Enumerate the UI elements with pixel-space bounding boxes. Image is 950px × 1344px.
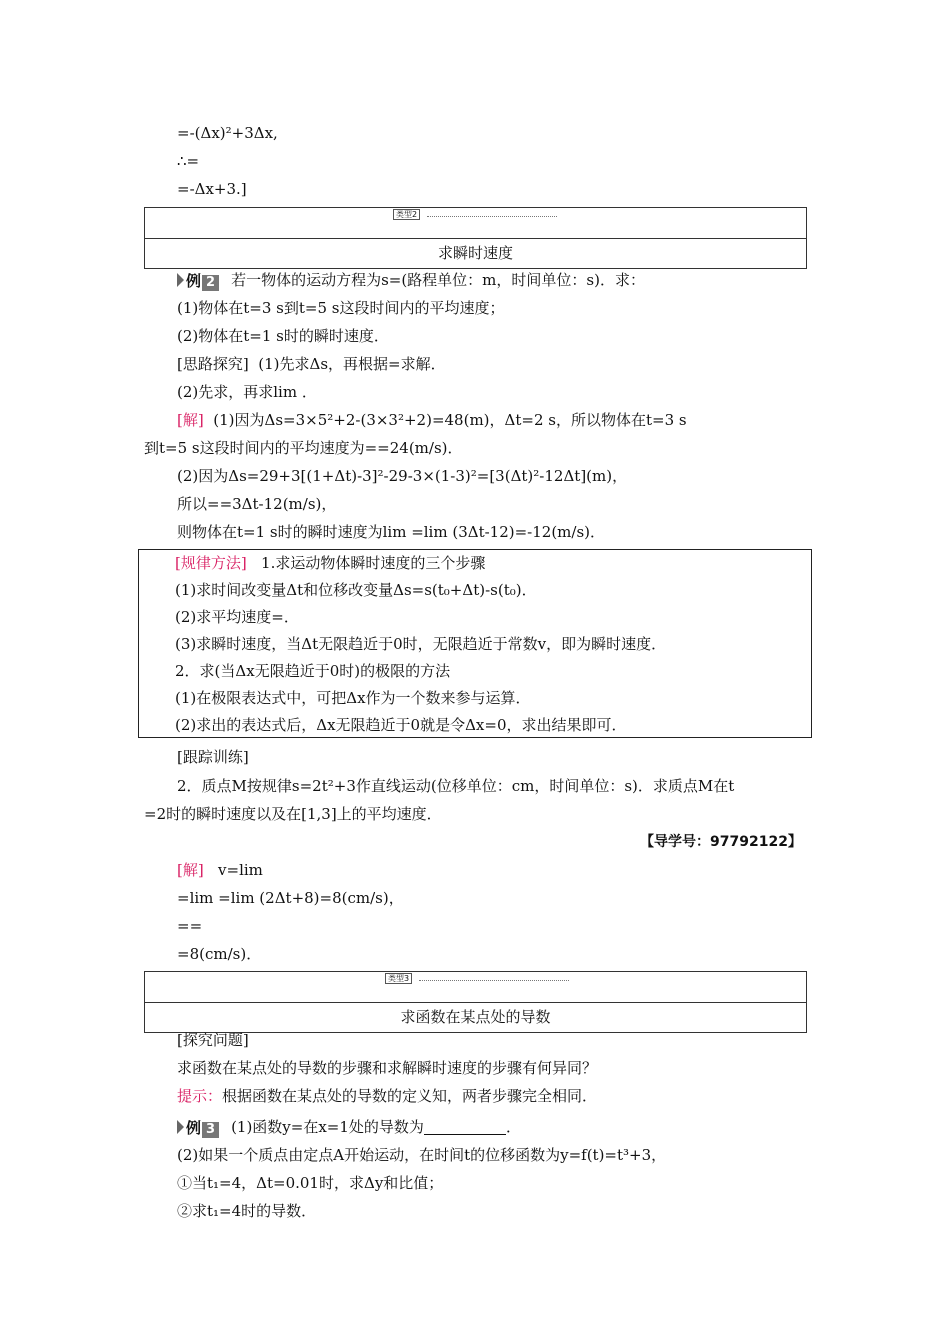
tip-line: 提示：根据函数在某点处的导数的定义知，两者步骤完全相同．: [177, 1087, 598, 1105]
section-header-type3: [144, 971, 807, 1033]
solution-line: ==: [177, 917, 203, 935]
method-line: (1)在极限表达式中，可把Δx作为一个数来参与运算．: [175, 689, 531, 707]
solution-line: 到t=5 s这段时间内的平均速度为==24(m/s)．: [144, 439, 463, 457]
tip-label: 提示：: [177, 1087, 223, 1105]
section-title: 求函数在某点处的导数: [400, 1008, 551, 1026]
answer-blank: [424, 1120, 506, 1135]
hint-line: [思路探究] (1)先求Δs，再根据=求解．: [177, 355, 446, 373]
solution-line: [解] (1)因为Δs=3×5²+2-(3×3²+2)=48(m)，Δt=2 s，所以物体在t=3 s: [177, 411, 687, 429]
method-label: [规律方法]: [175, 554, 247, 572]
example-badge: 例 3: [177, 1118, 219, 1138]
solution-line: [解] v=lim: [177, 861, 263, 879]
section-header-type2: [144, 207, 807, 269]
formula-line: ∴=: [177, 152, 200, 170]
method-line: (2)求出的表达式后，Δx无限趋近于0就是令Δx=0，求出结果即可．: [175, 716, 627, 734]
method-line: 2．求(当Δx无限趋近于0时)的极限的方法: [175, 662, 451, 680]
formula-line: =-Δx+3.]: [177, 180, 247, 198]
example-question: 例 2 若一物体的运动方程为s=(路程单位：m，时间单位：s)．求：: [177, 270, 645, 290]
solution-label: [解]: [177, 861, 204, 879]
question-part: (2)如果一个质点由定点A开始运动，在时间t的位移函数为y=f(t)=t³+3，: [177, 1146, 667, 1164]
practice-label: [跟踪训练]: [177, 748, 249, 766]
solution-line: =8(cm/s)．: [177, 945, 262, 963]
practice-question: 2．质点M按规律s=2t²+3作直线运动(位移单位：cm，时间单位：s)．求质点M在t: [177, 777, 735, 795]
section-title: 求瞬时速度: [437, 244, 513, 262]
solution-line: =lim =lim (2Δt+8)=8(cm/s)，: [177, 889, 404, 907]
tag-divider: [427, 216, 557, 217]
explore-label: [探究问题]: [177, 1031, 249, 1049]
question-part: ②求t₁=4时的导数．: [177, 1202, 317, 1220]
method-line: (1)求时间改变量Δt和位移改变量Δs=s(t₀+Δt)-s(t₀)．: [175, 581, 537, 599]
solution-label: [解]: [177, 411, 204, 429]
explore-question: 求函数在某点处的导数的步骤和求解瞬时速度的步骤有何异同？: [177, 1059, 598, 1077]
triangle-icon: [177, 1120, 184, 1134]
study-code: 【导学号：97792122】: [640, 834, 802, 850]
method-line: [规律方法] 1.求运动物体瞬时速度的三个步骤: [175, 554, 486, 572]
tag-divider: [419, 980, 569, 981]
example-badge: 例 2: [177, 271, 219, 291]
triangle-icon: [177, 273, 184, 287]
question-part: ①当t₁=4，Δt=0.01时，求Δy和比值；: [177, 1174, 444, 1192]
type-tag: 类型2: [393, 209, 420, 220]
solution-line: 则物体在t=1 s时的瞬时速度为lim =lim (3Δt-12)=-12(m/s)．: [177, 523, 606, 541]
method-line: (3)求瞬时速度，当Δt无限趋近于0时，无限趋近于常数v，即为瞬时速度．: [175, 635, 667, 653]
question-part: (2)物体在t=1 s时的瞬时速度．: [177, 327, 389, 345]
solution-line: (2)因为Δs=29+3[(1+Δt)-3]²-29-3×(1-3)²=[3(Δt)²-12Δt](m)，: [177, 467, 628, 485]
type-tag: 类型3: [385, 973, 412, 984]
example-question: 例 3 (1)函数y=在x=1处的导数为 ．: [177, 1117, 521, 1137]
formula-line: =-(Δx)²+3Δx,: [177, 124, 278, 142]
method-line: (2)求平均速度=．: [175, 608, 299, 626]
practice-question: =2时的瞬时速度以及在[1,3]上的平均速度．: [144, 805, 442, 823]
question-part: (1)物体在t=3 s到t=5 s这段时间内的平均速度；: [177, 299, 505, 317]
solution-line: 所以==3Δt-12(m/s)，: [177, 495, 337, 513]
hint-line: (2)先求，再求lim ．: [177, 383, 317, 401]
